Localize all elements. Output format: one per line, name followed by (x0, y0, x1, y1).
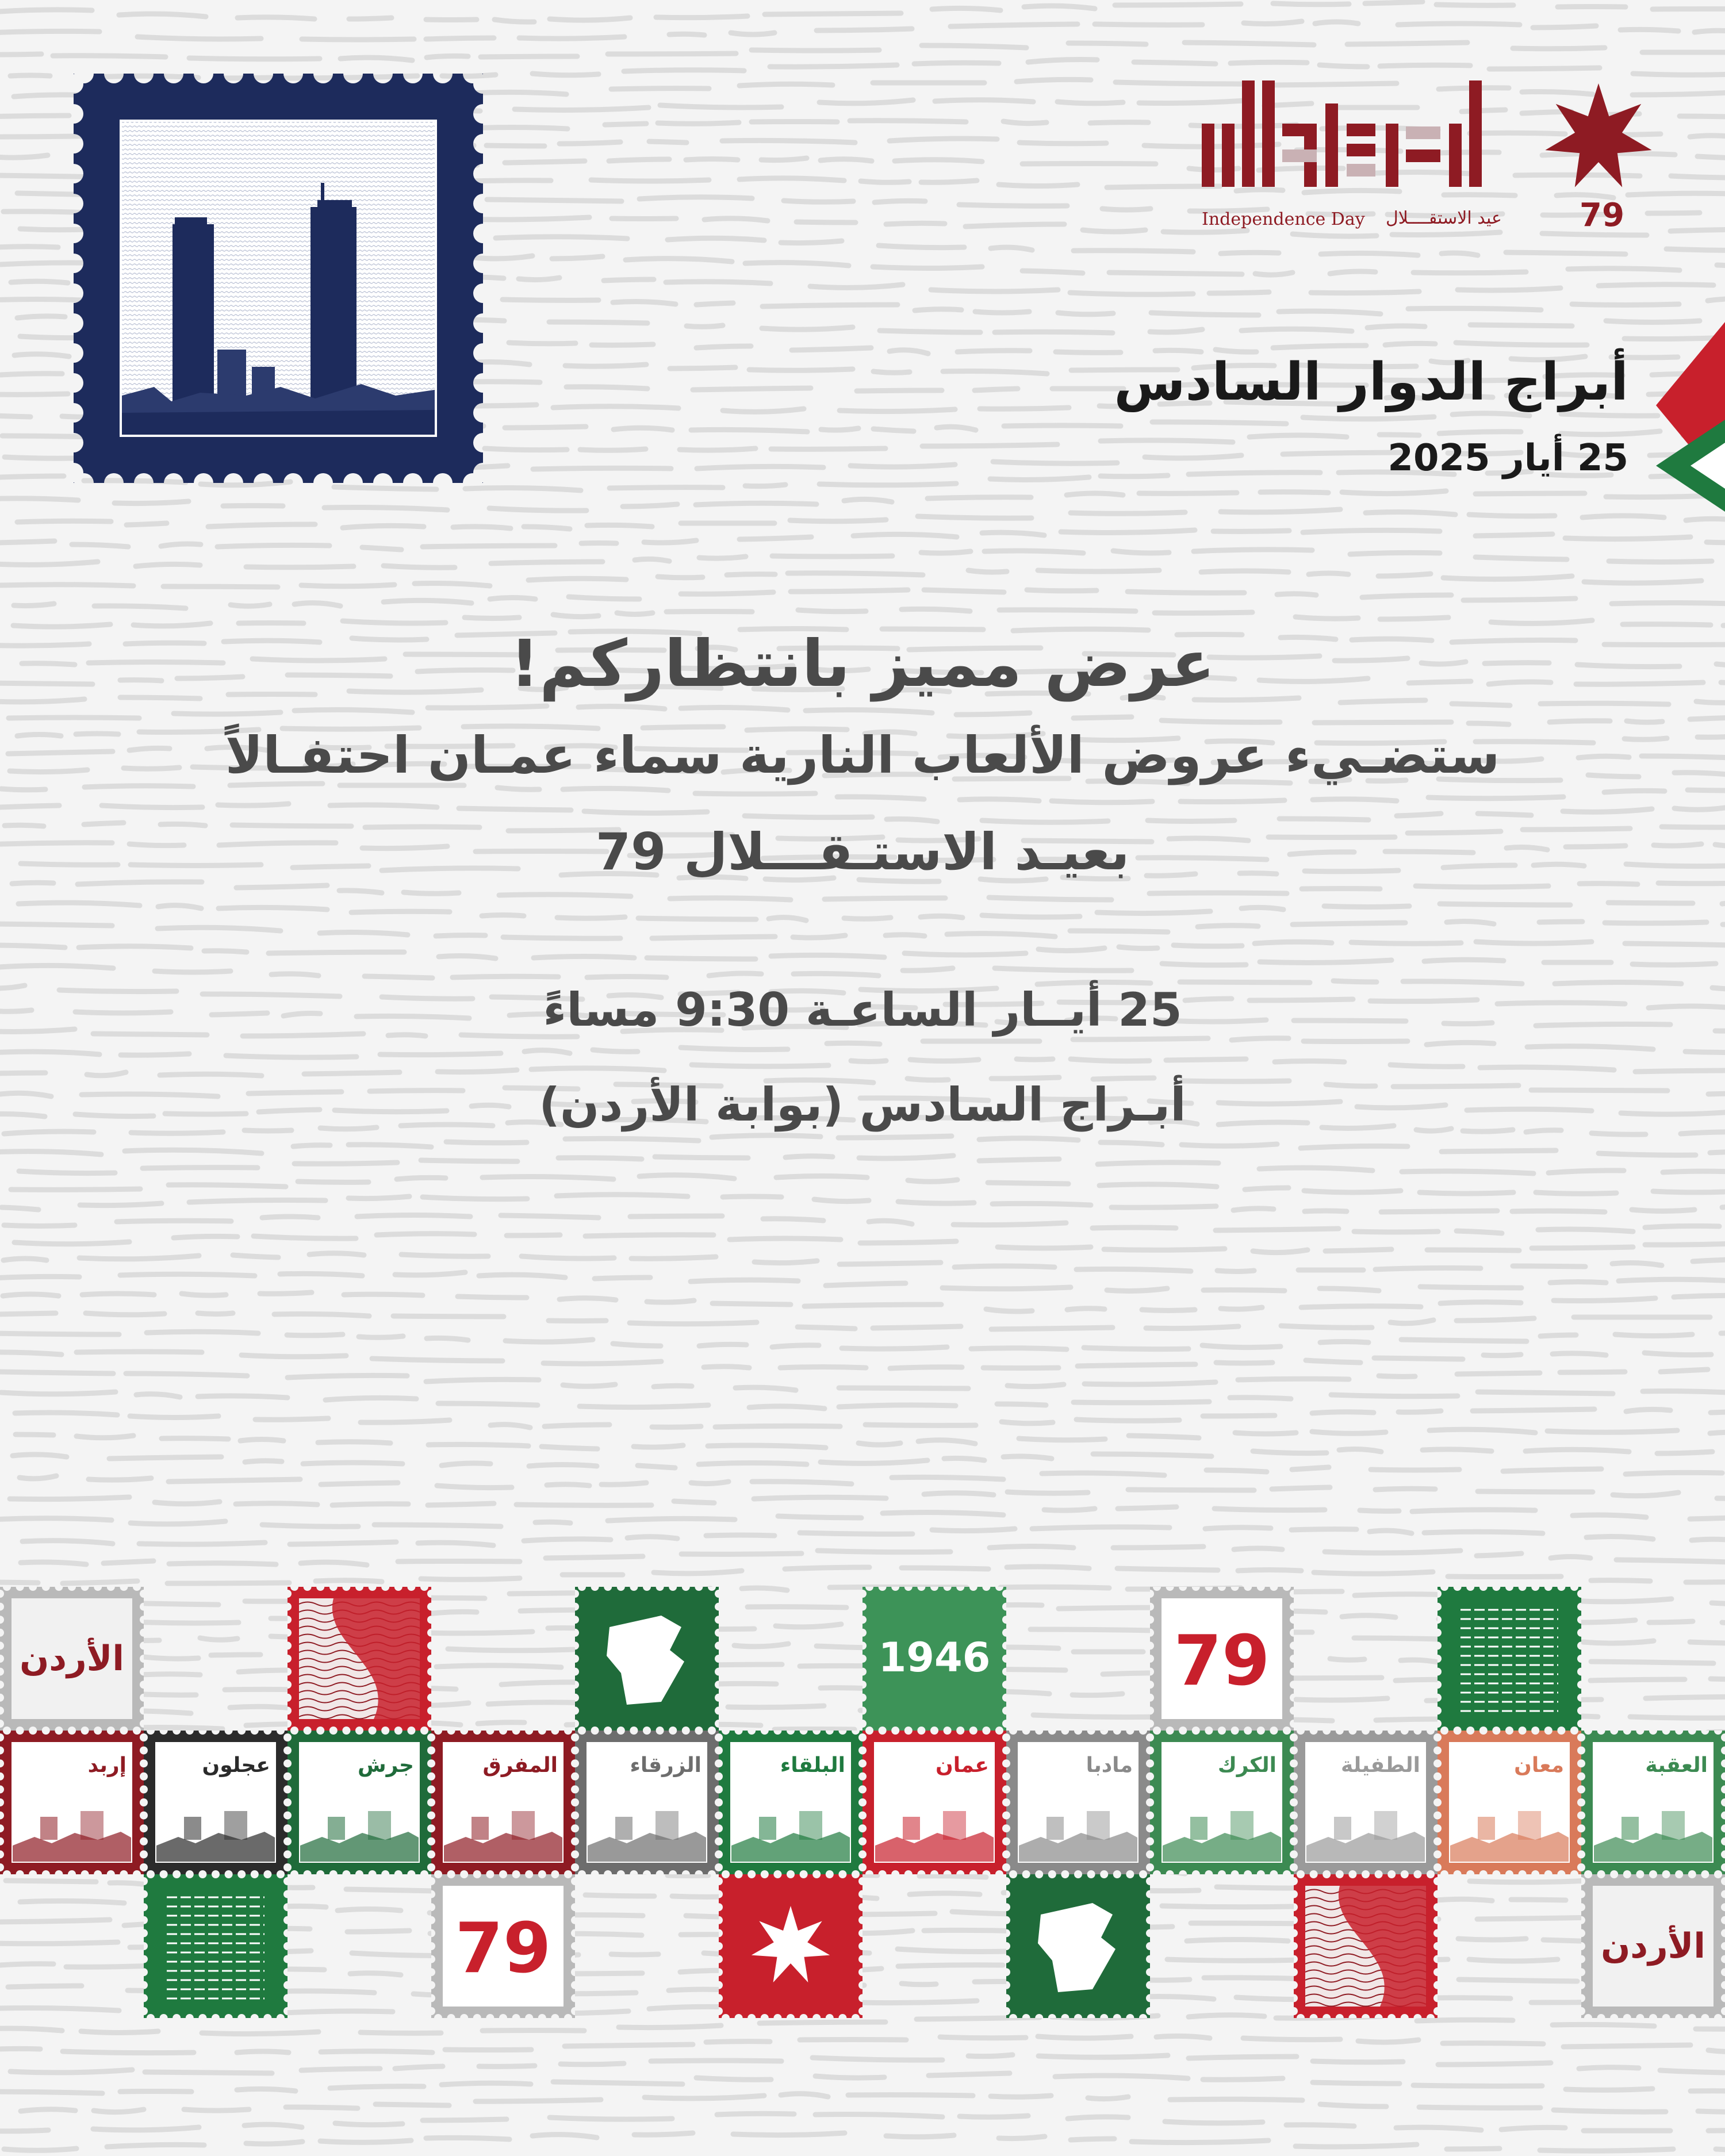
top-stamp-3-graphic (575, 1587, 719, 1731)
city-stamp-label: الكرك (1217, 1754, 1276, 1777)
city-stamp-4-graphic (431, 1731, 575, 1874)
city-stamp-2 (144, 1731, 288, 1874)
city-stamp-7-graphic (862, 1731, 1006, 1874)
bottom-stamp-5-graphic (1294, 1874, 1438, 2018)
top-stamp-5 (1150, 1587, 1294, 1731)
city-stamp-label: عمان (936, 1754, 989, 1777)
top-stamp-6 (1438, 1587, 1581, 1731)
announcement-line-2: بعيـد الاستـقـــلال 79 (595, 822, 1130, 881)
flag-ribbon-decoration (1656, 322, 1725, 512)
jordan-gate-stamp (74, 74, 483, 483)
bottom-stamp-1-graphic (144, 1874, 288, 2018)
bottom-stamp-4-graphic (1006, 1874, 1150, 2018)
logo-subtitle-arabic: عيد الاستقــــلال (1386, 208, 1502, 228)
bottom-stamp-4 (1006, 1874, 1150, 2018)
city-stamp-5-graphic (575, 1731, 719, 1874)
bottom-stamp-3 (719, 1874, 862, 2018)
city-stamp-11-graphic (1438, 1731, 1581, 1874)
event-date: 25 أيار 2025 (1387, 437, 1628, 479)
top-stamp-6-graphic (1438, 1587, 1581, 1731)
city-stamp-8-graphic (1006, 1731, 1150, 1874)
city-stamp-6-graphic (719, 1731, 862, 1874)
city-stamp-4 (431, 1731, 575, 1874)
city-stamp-label: مادبا (1086, 1754, 1133, 1777)
logo-subtitle-english: Independence Day (1202, 209, 1365, 229)
city-stamp-label: العقبة (1645, 1754, 1708, 1777)
city-stamp-1 (0, 1731, 144, 1874)
city-stamp-10-graphic (1294, 1731, 1438, 1874)
city-stamp-label: الطفيلة (1340, 1754, 1420, 1777)
city-stamp-6 (719, 1731, 862, 1874)
city-stamp-label: إربد (87, 1754, 126, 1777)
announcement-headline: عرض مميز بانتظاركم! (509, 627, 1216, 701)
stamp-text: الأردن (1601, 1926, 1705, 1966)
city-stamp-label: معان (1514, 1754, 1564, 1777)
bottom-stamp-6 (1581, 1874, 1725, 2018)
city-stamp-3-graphic (288, 1731, 431, 1874)
city-stamp-8 (1006, 1731, 1150, 1874)
logo-number: 79 (1580, 197, 1624, 234)
top-stamp-1 (0, 1587, 144, 1731)
city-stamp-9-graphic (1150, 1731, 1294, 1874)
city-stamp-label: جرش (357, 1754, 414, 1777)
bottom-stamp-3-graphic (719, 1874, 862, 2018)
bottom-stamp-2 (431, 1874, 575, 2018)
city-stamp-1-graphic (0, 1731, 144, 1874)
independence-logo (1196, 69, 1656, 241)
city-stamp-3 (288, 1731, 431, 1874)
city-stamp-9 (1150, 1731, 1294, 1874)
towers-illustration (74, 74, 483, 483)
city-stamp-2-graphic (144, 1731, 288, 1874)
city-stamp-12 (1581, 1731, 1725, 1874)
stamp-text: 79 (1174, 1621, 1270, 1701)
city-stamp-7 (862, 1731, 1006, 1874)
governorate-stamps-mosaic (0, 1587, 1725, 2024)
city-stamp-label: عجلون (202, 1754, 270, 1777)
city-stamp-11 (1438, 1731, 1581, 1874)
top-stamp-2-graphic (288, 1587, 431, 1731)
location-title: أبراج الدوار السادس (1114, 352, 1628, 412)
city-stamp-label: المفرق (482, 1754, 558, 1777)
stamp-text: 79 (455, 1909, 551, 1989)
bottom-stamp-1 (144, 1874, 288, 2018)
city-stamp-10 (1294, 1731, 1438, 1874)
top-stamp-3 (575, 1587, 719, 1731)
bottom-stamp-5 (1294, 1874, 1438, 2018)
top-stamp-4 (862, 1587, 1006, 1731)
event-time: 25 أيــار الساعـة 9:30 مساءً (543, 983, 1182, 1037)
city-stamp-label: البلقاء (780, 1754, 845, 1777)
event-venue: أبـراج السادس (بوابة الأردن) (539, 1078, 1186, 1131)
city-stamp-12-graphic (1581, 1731, 1725, 1874)
city-stamp-label: الزرقاء (630, 1754, 702, 1777)
top-stamp-2 (288, 1587, 431, 1731)
city-stamp-5 (575, 1731, 719, 1874)
stamp-text: 1946 (878, 1634, 991, 1681)
stamp-text: الأردن (20, 1639, 124, 1679)
announcement-line-1: ستضـيء عروض الألعاب النارية سماء عمـان احتفـالاً (225, 726, 1500, 785)
